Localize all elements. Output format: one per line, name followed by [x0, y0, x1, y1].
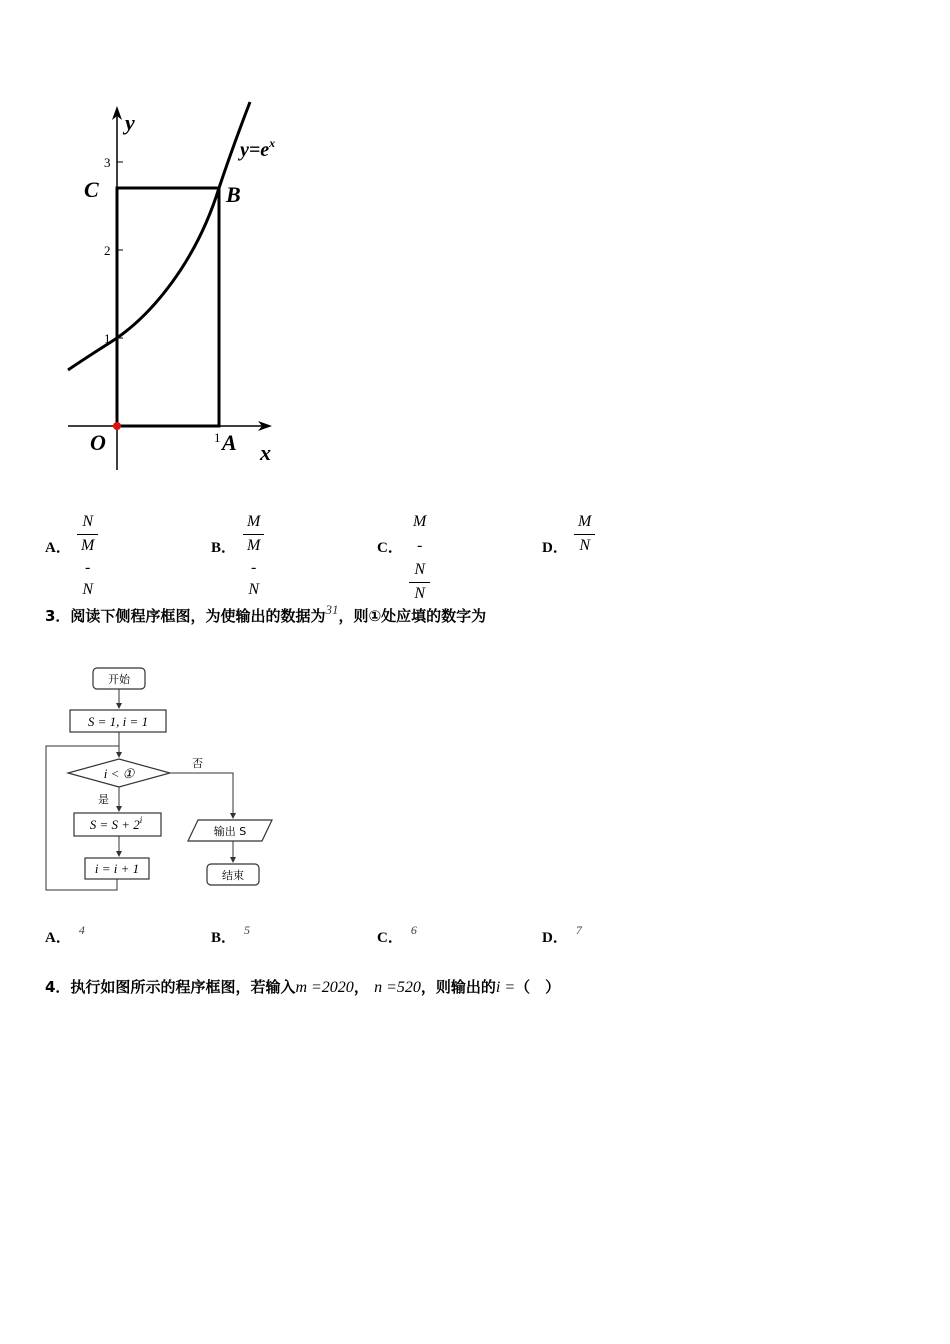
point-o-label: O — [90, 430, 106, 455]
question-3-text: 3．阅读下侧程序框图，为使输出的数据为31，则①处应填的数字为 — [45, 602, 487, 625]
question-4-text: 4．执行如图所示的程序框图，若输入m =2020， n =520，则输出的i =（ ） — [45, 978, 561, 996]
fraction: N M - N — [77, 510, 98, 601]
flow-end-text: 结束 — [222, 869, 244, 882]
point-b-label: B — [226, 182, 241, 207]
y-tick-1-label: 1 — [104, 331, 111, 346]
q3-option-b[interactable]: B． $^5$ — [211, 923, 251, 946]
y-tick-2-label: 2 — [104, 243, 111, 258]
flow-no-label: 否 — [192, 757, 203, 770]
flow-start-text: 开始 — [108, 673, 130, 686]
origin-dot — [113, 422, 121, 430]
q3-option-a[interactable]: A． $^4$ — [45, 923, 85, 946]
q2-options: A． N M - N B． M M - N C． M - N N D． M N — [45, 510, 745, 560]
flow-update-s-text: $S = S + 2^i$ — [89, 815, 143, 832]
flow-yes-label: 是 — [98, 793, 109, 806]
flow-update-i-text: i = i + 1 — [94, 861, 140, 876]
fraction: M N — [574, 510, 595, 557]
point-c-label: C — [84, 177, 99, 202]
curve-label: $y=e^x$ — [240, 136, 276, 161]
point-a-label: A — [222, 430, 237, 455]
fraction: M M - N — [243, 510, 264, 601]
y-axis-label: y — [125, 110, 135, 135]
y-tick-3-label: 3 — [104, 155, 111, 170]
fraction: M - N N — [409, 510, 430, 605]
exponential-graph — [60, 100, 320, 480]
flow-condition-text: i < ① — [103, 766, 135, 781]
flow-init-text: S = 1, i = 1 — [87, 714, 149, 729]
rectangle-oabc — [117, 188, 219, 426]
flow-output-text: 输出 S — [213, 825, 247, 838]
q3-option-d[interactable]: D． $^7$ — [542, 923, 582, 946]
x-axis-label: x — [260, 440, 271, 465]
flowchart — [40, 660, 290, 895]
q3-option-c[interactable]: C． $^6$ — [377, 923, 417, 946]
q3-options — [45, 923, 745, 950]
exponential-curve — [68, 102, 250, 370]
x-tick-1-label: 1 — [214, 430, 221, 445]
